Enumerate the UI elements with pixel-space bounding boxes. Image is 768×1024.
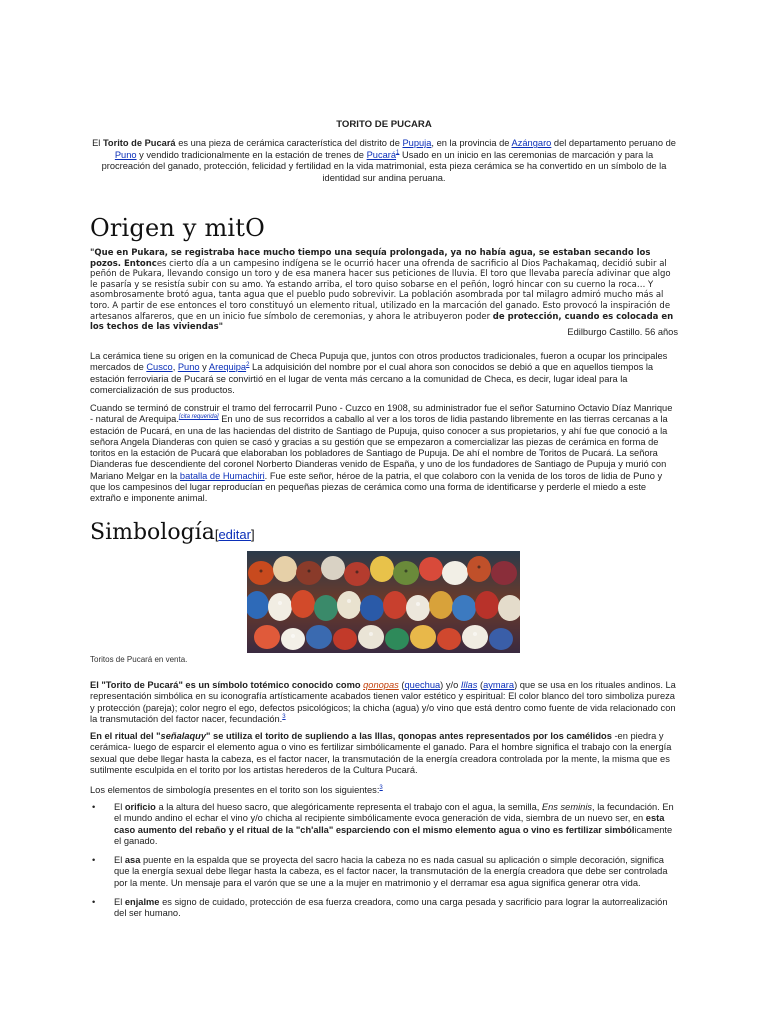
text: a la altura del hueso sacro, que alegóricamente representa el trabajo con el agua, la semilla, (155, 802, 542, 812)
simbologia-paragraph-1 (90, 680, 678, 725)
edit-bracket: ] (250, 527, 255, 542)
text: es signo de cuidado, protección de esa fuerza creadora, como una carga pesada y sacrificio para lograr la autorrealización del ser humano. (114, 897, 668, 919)
text: , la fecundación. En el mundo andino el echar el vino y/o chicha al recipiente simbólicamente evoca generación de vida, siembra de un nuevo ser, en (114, 802, 674, 824)
quote-author: Edilburgo Castillo. 56 años (567, 327, 678, 337)
link-quechua[interactable]: quechua (404, 680, 441, 690)
text: . Fue este señor, héroe de la patria, el que colaboro con la venida de los toros de lidia de Puno y que los campesinos del lugar reproducían en pequeñas piezas de cerámica como una forma de identificarse y perderle el miedo a este extraño e imponente animal. (90, 470, 663, 504)
origen-paragraph-2 (90, 403, 678, 505)
footnote-ref[interactable]: 1 (396, 149, 400, 156)
link-azangaro[interactable]: Azángaro (511, 138, 552, 148)
text: El (114, 855, 125, 866)
origen-paragraph-1 (90, 351, 678, 396)
bullet: • (92, 897, 96, 908)
link-aymara[interactable]: aymara (483, 680, 515, 690)
edit-bracket: [ (214, 527, 219, 542)
quote-bold: de protección, cuando es colocada en los techos de las viviendas" (90, 311, 674, 333)
toritos-photo-art (247, 551, 520, 653)
link-pucara[interactable]: Pucará (366, 149, 397, 160)
text: El (92, 138, 103, 148)
quote-bold: "Que en Pukara, se registraba hace mucho tiempo una sequía prolongada, ya no había agua, se estaban secando los pozos. Entonc (90, 248, 651, 269)
bold-term: Torito de Pucará (102, 138, 176, 148)
text: La cerámica tiene su origen en la comunicad de Checa Pupuja que, juntos con otros productos tradicionales, fueron a ocupar los principales mercados de (90, 351, 668, 373)
citation-needed[interactable]: [cita requerida] (178, 414, 219, 421)
italic-term: Ens seminis (541, 802, 593, 812)
text: El (114, 802, 125, 812)
bold-term: orificio (124, 802, 156, 812)
toritos-photo (247, 551, 520, 653)
text: Cuando se terminó de construir el tramo del ferrocarril Puno - Cuzco en 1908, su administrador fue el señor Saturnino Octavio Díaz Manrique - natural de Arequipa. (90, 403, 673, 425)
link-qonopas[interactable]: qonopas (363, 680, 399, 690)
text: , (172, 362, 178, 373)
text: y (199, 362, 209, 373)
footnote-ref[interactable]: 3 (379, 784, 383, 791)
simbologia-paragraph-2 (90, 731, 678, 776)
bold-term: enjalme (124, 897, 160, 908)
link-arequipa[interactable]: Arequipa (208, 362, 247, 373)
section-heading-simbologia (90, 520, 255, 545)
text: icamente el ganado. (114, 824, 673, 846)
text: ( (398, 680, 405, 690)
symbol-elements-list (90, 802, 678, 928)
link-puno[interactable]: Puno (114, 149, 137, 160)
photo-caption: Toritos de Pucará en venta. (90, 655, 188, 664)
bullet: • (92, 802, 96, 812)
legend-quote (90, 248, 678, 333)
link-batalla-humachiri[interactable]: batalla de Humachiri (179, 470, 265, 481)
section-heading-origen: Origen y mitO (90, 214, 266, 242)
list-item (90, 855, 678, 889)
link-cusco[interactable]: Cusco (146, 362, 173, 373)
link-puno[interactable]: Puno (177, 362, 200, 373)
edit-link[interactable]: editar (218, 527, 251, 542)
text: Usado en un inicio en las ceremonias de marcación y para la procreación del ganado, protección, felicidad y fertilidad en la vida matrimonial, esta pieza cerámica se ha convertido en un símbolo de la identidad sur andina peruana. (101, 149, 667, 183)
bold-text: " se utiliza el torito de supliendo a las Illas, qonopas antes representados por los camélidos (206, 731, 612, 741)
quote-text: es cierto día a un campesino indígena se le ocurrió hacer una ofrenda de sacrificio al Dios Pachakamaq, decidió subir al peñón de Pukara, llevando consigo un toro y de esa manera hacer sus peticiones de lluvia. El toro que llevaba parecía adivinar que algo le pasaría y se resistía subir con su amo. Ya estando arriba, el toro quiso sobarse en el peñón, logró hincar con su cuerno la roca… Y asombrosamente brotó agua, tanta agua que el pueblo pudo sobrevivir. La población asombrada por tal milagro admiró mucho más al toro. A partir de ese entonces el toro constituyó un elemento ritual, utilizado en la marcación del ganado. Esto provocó la inspiración de artesanos alfareros, que en un inicio fue símbolo de ceremonias, y ahora le atribuyeron poder (90, 258, 671, 322)
text: El (114, 897, 125, 908)
link-pupuja[interactable]: Pupuja (402, 138, 432, 148)
text: es una pieza de cerámica característica del distrito de (175, 138, 403, 148)
bold-term: asa (124, 855, 141, 866)
bold-text: En el ritual del " (90, 731, 161, 741)
list-item (90, 802, 678, 847)
text: En uno de sus recorridos a caballo al ver a los toros de lidia pastando libremente en las tierras cercanas a la estación de Pucará, en una de las haciendas del distrito de Santiago de Pupuja, quiso conocer a sus propietarios, y ahí fue que conoció a la señora Angela Dianderas con quien se casó y gracias a su gestión que se empezaron a comercializar las piezas de cerámica en forma de toritos en la estación de Pucará que elaboraban los pobladores de Santiago de Pupuja. De ahí el nombre de Toritos de Pucará. La señora Dianderas fue descendiente del coronel Norberto Dianderas venido de España, y uno de los fundadores de Santiago de Pupuja y murió con Mariano Melgar en la (90, 414, 668, 481)
heading-text: Simbología (90, 520, 215, 545)
text: ( (477, 680, 484, 690)
text: del departamento peruano de (551, 138, 676, 148)
link-illas[interactable]: Illas (460, 680, 478, 690)
text: , en la provincia de (431, 138, 512, 148)
text: ) que se usa en los rituales andinos. La representación simbólica en su iconografía artísticamente acabados tienen valor estético y espiritual: El color blanco del toro simboliza pureza y protección (pareja); color negro el ego, defectos psicológicos; la chicha (agua) y/o vino que está dentro como fuente de vida relacionado con la transmutación del factor nacer, fecundación. (90, 680, 676, 724)
list-item (90, 897, 678, 920)
text: ) y/o (440, 680, 461, 690)
text: La adquisición del nombre por el cual ahora son conocidos se debió a que en aquellos tiempos la estación ferroviaria de Pucará se convirtió en el lugar de venta más cercano a la comunidad de Checa, es decir, lugar ideal para la comercialización de sus productos. (90, 362, 654, 395)
text: puente en la espalda que se proyecta del sacro hacia la cabeza no es nada casual su aplicación o simple decoración, significa que la energía sexual debe llegar hasta la cabeza, es el factor nacer, la transmutación de la energía creadora que debe ser controlada por la mente. Un mensaje para el varón que se une a la mujer en matrimonio y el derramar esa agua significa generar otra vida. (114, 855, 668, 888)
simbologia-paragraph-3 (90, 785, 678, 796)
bold-text: esta caso aumento del rebaño y el ritual de la "ch'alla" esparciendo con el mismo elemento agua o vino es fertilizar simból (114, 813, 665, 835)
text: Los elementos de simbología presentes en el torito son los siguientes: (90, 785, 380, 795)
italic-term: señalaquy (160, 731, 207, 741)
bold-text: El "Torito de Pucará" es un símbolo totémico conocido como (90, 680, 364, 690)
footnote-ref[interactable]: 3 (282, 713, 286, 720)
intro-paragraph (90, 138, 678, 184)
footnote-ref[interactable]: 2 (246, 362, 250, 369)
bullet: • (92, 855, 96, 866)
page-title: TORITO DE PUCARA (336, 119, 432, 130)
text: y vendido tradicionalmente en la estación de trenes de (136, 149, 367, 160)
text: -en piedra y cerámica- luego de esparcir el elemento agua o vino es fertilizar simbólicamente el ganado. Para el hombre significa el trabajo con la energía sexual que debe llegar hasta la cabeza, es el factor nacer, la transmutación de la energía creadora controlada por la mente, la misma que es sutilmente esculpida en el torito por los artistas herederos de la Cultura Pucará. (90, 731, 672, 775)
